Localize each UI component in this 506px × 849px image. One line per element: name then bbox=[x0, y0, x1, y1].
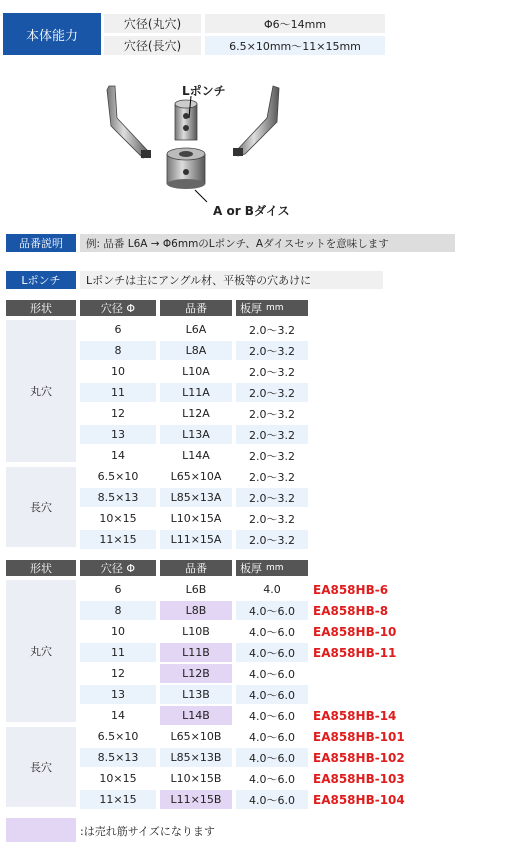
thickness-cell: 4.0～6.0 bbox=[236, 601, 308, 620]
part-cell: L12B bbox=[160, 664, 232, 683]
order-code: EA858HB-11 bbox=[313, 645, 397, 660]
header-thickness-label: 板厚 bbox=[240, 562, 262, 575]
thickness-cell: 2.0～3.2 bbox=[236, 383, 308, 402]
order-code: EA858HB-101 bbox=[313, 729, 405, 744]
die-part bbox=[167, 148, 205, 189]
thickness-cell: 2.0～3.2 bbox=[236, 530, 308, 549]
part-cell: L12A bbox=[160, 404, 232, 423]
header-shape: 形状 bbox=[6, 560, 76, 576]
lpunch-title: Lポンチ bbox=[6, 271, 76, 289]
hole-cell: 6 bbox=[80, 320, 156, 339]
part-cell: L8A bbox=[160, 341, 232, 360]
legend-swatch bbox=[6, 818, 76, 842]
hole-cell: 12 bbox=[80, 404, 156, 423]
thickness-cell: 2.0～3.2 bbox=[236, 425, 308, 444]
header-thickness-unit: mm bbox=[266, 563, 284, 573]
thickness-cell: 4.0～6.0 bbox=[236, 664, 308, 683]
part-cell: L10×15A bbox=[160, 509, 232, 528]
legend-text: :は売れ筋サイズになります bbox=[80, 825, 215, 838]
hole-cell: 8.5×13 bbox=[80, 488, 156, 507]
hole-cell: 8 bbox=[80, 341, 156, 360]
hole-cell: 13 bbox=[80, 685, 156, 704]
hole-cell: 6.5×10 bbox=[80, 727, 156, 746]
order-code: EA858HB-8 bbox=[313, 603, 389, 618]
header-thickness-unit: mm bbox=[266, 303, 284, 313]
punch-die-diagram bbox=[95, 78, 295, 218]
right-bracket-part bbox=[233, 86, 279, 156]
part-cell: L65×10A bbox=[160, 467, 232, 486]
hole-cell: 6.5×10 bbox=[80, 467, 156, 486]
spec-value-long: 6.5×10mm～11×15mm bbox=[205, 36, 385, 55]
part-cell: L13B bbox=[160, 685, 232, 704]
order-code: EA858HB-104 bbox=[313, 792, 405, 807]
thickness-cell: 4.0～6.0 bbox=[236, 706, 308, 725]
part-cell: L85×13B bbox=[160, 748, 232, 767]
order-code: EA858HB-10 bbox=[313, 624, 397, 639]
part-cell: L14B bbox=[160, 706, 232, 725]
shape-round-cell: 丸穴 bbox=[6, 580, 76, 722]
hole-cell: 11×15 bbox=[80, 530, 156, 549]
thickness-cell: 2.0～3.2 bbox=[236, 362, 308, 381]
header-thickness bbox=[236, 560, 308, 576]
thickness-cell: 4.0 bbox=[236, 580, 308, 599]
lpunch-text: Lポンチは主にアングル材、平板等の穴あけに bbox=[80, 271, 383, 289]
thickness-cell: 2.0～3.2 bbox=[236, 404, 308, 423]
spec-label-round: 穴径(丸穴) bbox=[104, 14, 201, 33]
header-part: 品番 bbox=[160, 300, 232, 316]
part-cell: L10A bbox=[160, 362, 232, 381]
part-cell: L13A bbox=[160, 425, 232, 444]
thickness-cell: 4.0～6.0 bbox=[236, 622, 308, 641]
part-cell: L11A bbox=[160, 383, 232, 402]
part-cell: L85×13A bbox=[160, 488, 232, 507]
order-code: EA858HB-6 bbox=[313, 582, 389, 597]
shape-long-cell: 長穴 bbox=[6, 727, 76, 807]
thickness-cell: 4.0～6.0 bbox=[236, 643, 308, 662]
hole-cell: 10 bbox=[80, 362, 156, 381]
thickness-cell: 4.0～6.0 bbox=[236, 790, 308, 809]
spec-title: 本体能力 bbox=[3, 13, 101, 55]
order-code: EA858HB-14 bbox=[313, 708, 397, 723]
thickness-cell: 2.0～3.2 bbox=[236, 446, 308, 465]
punch-label: Lポンチ bbox=[182, 84, 226, 98]
hole-cell: 11 bbox=[80, 383, 156, 402]
thickness-cell: 2.0～3.2 bbox=[236, 488, 308, 507]
header-thickness bbox=[236, 300, 308, 316]
spec-value-round: Φ6～14mm bbox=[205, 14, 385, 33]
order-code: EA858HB-103 bbox=[313, 771, 405, 786]
hole-cell: 11×15 bbox=[80, 790, 156, 809]
part-cell: L10B bbox=[160, 622, 232, 641]
header-hole: 穴径 Φ bbox=[80, 560, 156, 576]
thickness-cell: 2.0～3.2 bbox=[236, 467, 308, 486]
hole-cell: 12 bbox=[80, 664, 156, 683]
hole-cell: 10×15 bbox=[80, 769, 156, 788]
part-cell: L8B bbox=[160, 601, 232, 620]
part-cell: L11×15B bbox=[160, 790, 232, 809]
part-cell: L14A bbox=[160, 446, 232, 465]
part-cell: L11×15A bbox=[160, 530, 232, 549]
hole-cell: 11 bbox=[80, 643, 156, 662]
thickness-cell: 4.0～6.0 bbox=[236, 727, 308, 746]
part-cell: L6B bbox=[160, 580, 232, 599]
part-cell: L65×10B bbox=[160, 727, 232, 746]
thickness-cell: 2.0～3.2 bbox=[236, 509, 308, 528]
explain-title: 品番説明 bbox=[6, 234, 76, 252]
l-punch-part bbox=[175, 100, 197, 140]
hole-cell: 8.5×13 bbox=[80, 748, 156, 767]
thickness-cell: 4.0～6.0 bbox=[236, 769, 308, 788]
part-cell: L11B bbox=[160, 643, 232, 662]
hole-cell: 8 bbox=[80, 601, 156, 620]
header-shape: 形状 bbox=[6, 300, 76, 316]
shape-round-cell: 丸穴 bbox=[6, 320, 76, 462]
hole-cell: 14 bbox=[80, 446, 156, 465]
header-part: 品番 bbox=[160, 560, 232, 576]
hole-cell: 10 bbox=[80, 622, 156, 641]
shape-long-cell: 長穴 bbox=[6, 467, 76, 547]
thickness-cell: 2.0～3.2 bbox=[236, 320, 308, 339]
thickness-cell: 2.0～3.2 bbox=[236, 341, 308, 360]
order-code: EA858HB-102 bbox=[313, 750, 405, 765]
header-thickness-label: 板厚 bbox=[240, 302, 262, 315]
thickness-cell: 4.0～6.0 bbox=[236, 748, 308, 767]
die-label: A or Bダイス bbox=[213, 204, 290, 218]
hole-cell: 13 bbox=[80, 425, 156, 444]
spec-label-long: 穴径(長穴) bbox=[104, 36, 201, 55]
thickness-cell: 4.0～6.0 bbox=[236, 685, 308, 704]
part-cell: L10×15B bbox=[160, 769, 232, 788]
hole-cell: 14 bbox=[80, 706, 156, 725]
explain-text: 例: 品番 L6A → Φ6mmのLポンチ、Aダイスセットを意味します bbox=[80, 234, 455, 252]
hole-cell: 10×15 bbox=[80, 509, 156, 528]
part-cell: L6A bbox=[160, 320, 232, 339]
left-bracket-part bbox=[107, 86, 151, 158]
hole-cell: 6 bbox=[80, 580, 156, 599]
header-hole: 穴径 Φ bbox=[80, 300, 156, 316]
